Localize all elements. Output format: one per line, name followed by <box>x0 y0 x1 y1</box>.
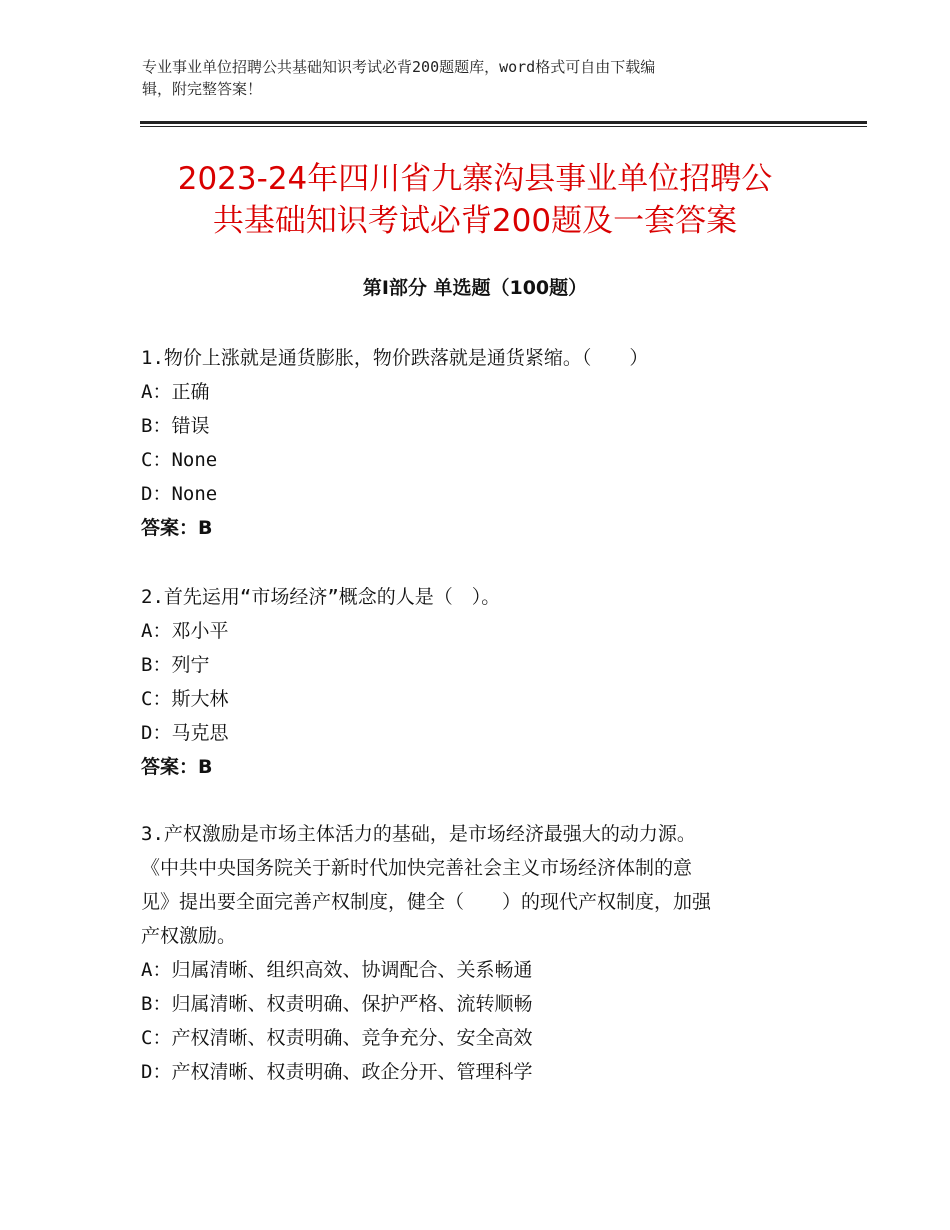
answer: 答案：B <box>141 517 213 539</box>
question-stem-line-1: 3.产权激励是市场主体活力的基础，是市场经济最强大的动力源。 <box>141 823 696 845</box>
option-a: A：邓小平 <box>141 620 229 642</box>
option-a: A：归属清晰、组织高效、协调配合、关系畅通 <box>141 959 533 981</box>
header-note-line-2: 辑，附完整答案！ <box>142 80 263 98</box>
document-title <box>100 158 850 242</box>
option-d: D：马克思 <box>141 722 229 744</box>
header-rule-thick <box>140 121 867 124</box>
question-1 <box>141 341 821 545</box>
question-2 <box>141 580 821 784</box>
header-note-line-1: 专业事业单位招聘公共基础知识考试必背200题题库，word格式可自由下载编 <box>142 58 656 76</box>
answer: 答案：B <box>141 756 213 778</box>
option-b: B：错误 <box>141 415 210 437</box>
header-note <box>142 56 802 100</box>
question-stem: 1.物价上涨就是通货膨胀，物价跌落就是通货紧缩。（ ） <box>141 347 649 369</box>
option-d: D：产权清晰、权责明确、政企分开、管理科学 <box>141 1061 533 1083</box>
question-stem: 2.首先运用“市场经济”概念的人是（ ）。 <box>141 586 501 608</box>
question-stem-line-3: 见》提出要全面完善产权制度，健全（ ）的现代产权制度，加强 <box>141 891 712 913</box>
option-b: B：列宁 <box>141 654 210 676</box>
question-3 <box>141 817 821 1089</box>
option-c: C：产权清晰、权责明确、竞争充分、安全高效 <box>141 1027 533 1049</box>
document-title-line-2: 共基础知识考试必背200题及一套答案 <box>212 203 738 239</box>
question-stem-line-2: 《中共中央国务院关于新时代加快完善社会主义市场经济体制的意 <box>141 857 693 879</box>
question-stem-line-4: 产权激励。 <box>141 925 237 947</box>
option-c: C：None <box>141 449 218 471</box>
option-b: B：归属清晰、权责明确、保护严格、流转顺畅 <box>141 993 533 1015</box>
option-c: C：斯大林 <box>141 688 229 710</box>
section-heading: 第Ⅰ部分 单选题（100题） <box>362 277 588 299</box>
header-rule-thin <box>140 126 867 127</box>
document-title-line-1: 2023-24年四川省九寨沟县事业单位招聘公 <box>177 161 773 197</box>
option-a: A：正确 <box>141 381 210 403</box>
option-d: D：None <box>141 483 218 505</box>
